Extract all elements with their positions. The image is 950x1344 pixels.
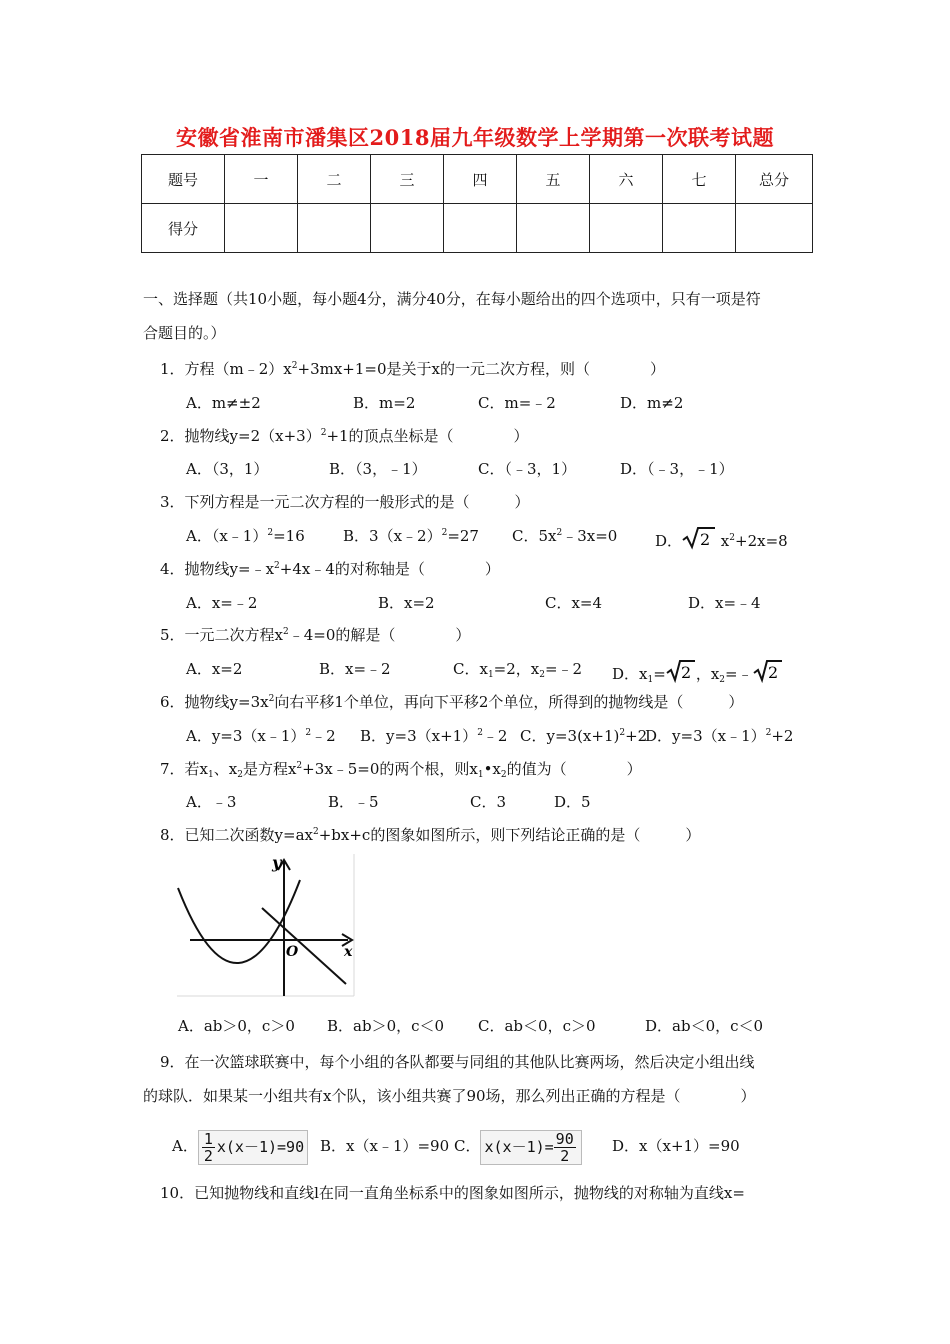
q8-option-b: B．ab＞0，c＜0 [327, 1017, 445, 1035]
score-table [141, 154, 813, 253]
q7-stem: 7．若$x_1$、$x_2$是方程$x^2+3x﹣5=0$的两个根，则$x_1•x_2$的值为（ ） [160, 760, 642, 780]
score-header-cell: 一 [225, 155, 298, 204]
q2-option-c: C．（﹣3，1） [478, 460, 577, 478]
q2-stem: 2．抛物线$y=2(x+3)^2+1$的顶点坐标是（ ） [160, 427, 529, 445]
q7-option-b: B．﹣5 [328, 793, 379, 811]
q7-option-d: D．5 [554, 793, 591, 811]
score-cell[interactable] [590, 204, 663, 253]
q3-option-b: B．3（x﹣2）$^2$=27 [343, 527, 479, 545]
q2-option-a: A．（3，1） [186, 460, 269, 478]
straight-line [262, 908, 346, 984]
q3-option-a: A．（x﹣1）$^2$=16 [186, 527, 305, 545]
q1-option-a: A．m≠±2 [186, 394, 261, 412]
score-header-cell: 六 [590, 155, 663, 204]
q6-option-d: D．y=3（x﹣1）$^2$+2 [645, 727, 794, 745]
score-header-cell: 七 [663, 155, 736, 204]
page-title: 安徽省淮南市潘集区2018届九年级数学上学期第一次联考试题 [176, 125, 774, 150]
q9-option-b: B．x（x﹣1）=90 [320, 1137, 450, 1155]
q6-option-a: A．y=3（x﹣1）$^2$﹣2 [186, 727, 336, 745]
sqrt-radicand: 2 [767, 663, 778, 682]
score-header-cell: 二 [298, 155, 371, 204]
score-cell[interactable] [298, 204, 371, 253]
section-heading-cont: 合题目的。） [143, 324, 226, 342]
q3-stem: 3．下列方程是一元二次方程的一般形式的是（ ） [160, 493, 530, 511]
score-cell[interactable] [736, 204, 813, 253]
score-table-score-row [142, 204, 813, 253]
score-header-cell: 总分 [736, 155, 813, 204]
q9-option-c: C． x(x－1)= $\frac{90}{2}$ [454, 1126, 582, 1166]
formula-image-c: x(x－1)= $\frac{90}{2}$ [480, 1130, 581, 1165]
score-header-cell: 五 [517, 155, 590, 204]
q5-option-c: C．$x_1=2$，$x_2=﹣2$ [453, 660, 583, 680]
q3-option-d: D． 2 $x^2+2x=8$ [655, 526, 788, 555]
score-header-cell: 四 [444, 155, 517, 204]
q9-stem-cont: 的球队．如果某一小组共有x个队，该小组共赛了90场，那么列出正确的方程是（ ） [143, 1087, 756, 1105]
q4-option-a: A．x=﹣2 [186, 594, 258, 612]
y-axis-label: y [272, 853, 282, 872]
q1-option-b: B．m=2 [353, 394, 416, 412]
score-header-cell: 题号 [142, 155, 225, 204]
parabola [178, 880, 300, 963]
q4-option-b: B．x=2 [378, 594, 435, 612]
q8-option-a: A．ab＞0，c＞0 [178, 1017, 295, 1035]
q10-stem: 10．已知抛物线和直线l在同一直角坐标系中的图象如图所示，抛物线的对称轴为直线x= [160, 1184, 745, 1202]
q6-option-b: B．$y=3(x+1)^2﹣2$ [360, 727, 508, 745]
sqrt-symbol [666, 659, 696, 688]
score-cell[interactable] [517, 204, 590, 253]
q8-function-graph [176, 852, 356, 998]
q5-option-b: B．x=﹣2 [319, 660, 391, 678]
q2-option-d: D．（﹣3，﹣1） [620, 460, 734, 478]
q1-option-c: C．m=﹣2 [478, 394, 556, 412]
q9-stem: 9．在一次篮球联赛中，每个小组的各队都要与同组的其他队比赛两场，然后决定小组出线 [160, 1053, 755, 1071]
section-heading: 一、选择题（共10小题，每小题4分，满分40分，在每小题给出的四个选项中，只有一项是符 [143, 290, 761, 308]
q8-option-d: D．ab＜0，c＜0 [645, 1017, 764, 1035]
sqrt-radicand: 2 [700, 530, 711, 549]
q7-option-a: A．﹣3 [186, 793, 237, 811]
q6-option-c: C．$y=3(x+1)^2+2$ [520, 727, 648, 745]
q9-option-a: A． $\frac{1}{2}$ x(x－1)=90 [172, 1126, 308, 1166]
formula-image-a: $\frac{1}{2}$ x(x－1)=90 [198, 1130, 308, 1165]
q9-option-d: D．x（x+1）=90 [612, 1137, 740, 1155]
sqrt-radicand: 2 [680, 663, 691, 682]
score-cell[interactable] [371, 204, 444, 253]
score-row-label: 得分 [142, 204, 225, 253]
q5-option-a: A．x=2 [186, 660, 243, 678]
q5-stem: 5．一元二次方程$x^2﹣4=0$的解是（ ） [160, 626, 471, 644]
x-axis-label: x [344, 944, 353, 960]
q4-stem: 4．抛物线$y=﹣x^2+4x﹣4$的对称轴是（ ） [160, 560, 500, 578]
q5-option-d: D．$x_1=$ 2 ，$x_2=﹣$ 2 [612, 659, 783, 688]
q6-stem: 6．抛物线$y=3x^2$向右平移1个单位，再向下平移2个单位，所得到的抛物线是（ ） [160, 693, 744, 711]
q8-stem: 8．已知二次函数$y=ax^2+bx+c$的图象如图所示，则下列结论正确的是（ ） [160, 826, 701, 844]
origin-label: O [286, 944, 299, 960]
q1-option-d: D．m≠2 [620, 394, 684, 412]
score-header-cell: 三 [371, 155, 444, 204]
score-cell[interactable] [444, 204, 517, 253]
q4-option-d: D．x=﹣4 [688, 594, 761, 612]
score-cell[interactable] [225, 204, 298, 253]
q3-option-c: C．$5x^2﹣3x=0$ [512, 527, 618, 545]
q8-option-c: C．ab＜0，c＞0 [478, 1017, 596, 1035]
sqrt-symbol [682, 526, 716, 555]
q2-option-b: B．（3，﹣1） [329, 460, 427, 478]
q7-option-c: C．3 [470, 793, 507, 811]
score-cell[interactable] [663, 204, 736, 253]
q1-stem: 1．方程$(m﹣2)x^2+3mx+1=0$是关于x的一元二次方程，则（ ） [160, 360, 665, 378]
score-table-header-row [142, 155, 813, 204]
sqrt-symbol [753, 659, 783, 688]
q4-option-c: C．x=4 [545, 594, 603, 612]
